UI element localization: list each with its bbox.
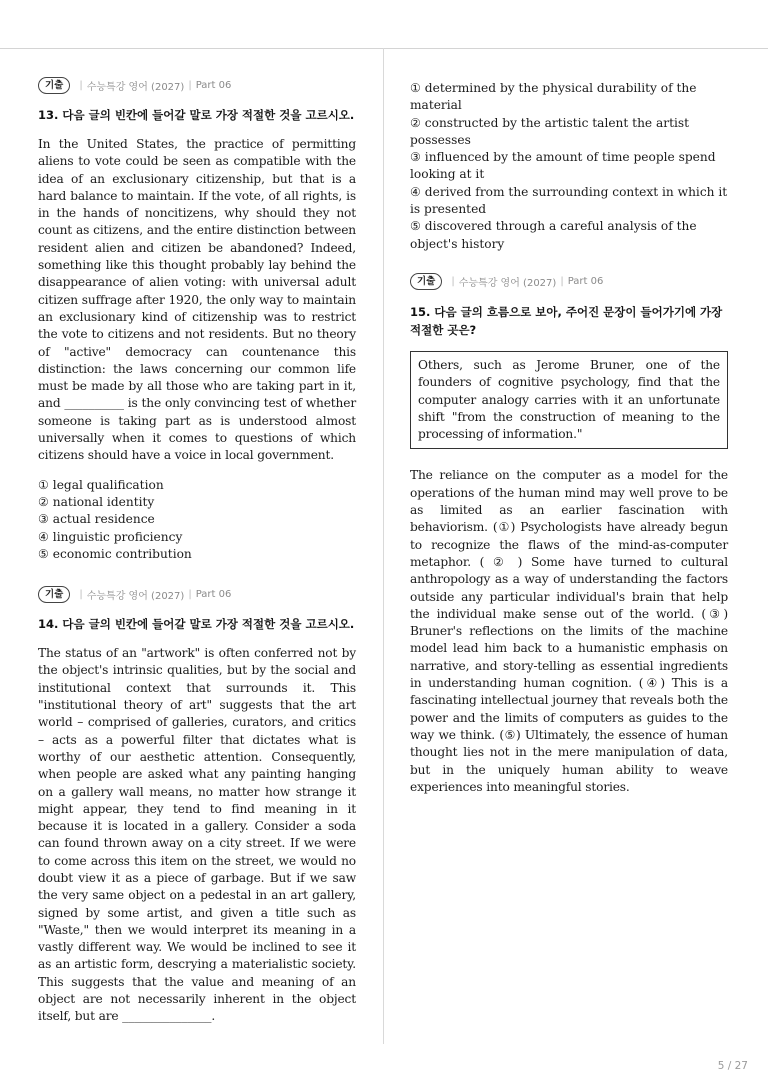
answer-options-q14 — [410, 80, 728, 253]
question-title: 13. 다음 글의 빈칸에 들어갈 말로 가장 적절한 것을 고르시오. — [38, 108, 355, 122]
option-3[interactable]: ③ actual residence — [38, 512, 155, 527]
option-4[interactable]: ④ linguistic proficiency — [38, 529, 183, 544]
option-5[interactable]: ⑤ discovered through a careful analysis of the object's history — [410, 219, 697, 251]
part-label: Part 06 — [195, 79, 232, 91]
passage-text: The reliance on the computer as a model for the operations of the human mind may well prove to be as limited as an earlier fascination with behaviorism. (①) Psychologists have already begun to recognize the flaws of the mind-as-computer metaphor. ( ② ) Some have turned to cultural anthropology as a way of understanding the factors outside any particular individual's brain that help the individual make sense out of the world. (③) Bruner's reflections on the limits of the machine model lead him back to a humanistic emphasis on narrative, and story-telling as essential ingredients in understanding human cognition. (④) This is a fascinating intellectual journey that reveals both the power and the limits of computers as guides to the way we think. (⑤) Ultimately, the essence of human thought lies not in the mere manipulation of data, but in the uniquely human ability to weave experiences into meaningful stories. — [410, 468, 728, 794]
option-4[interactable]: ④ derived from the surrounding context in which it is presented — [410, 184, 728, 217]
past-exam-badge: 기출 — [38, 586, 70, 603]
past-exam-badge: 기출 — [410, 273, 442, 290]
source-label: 수능특강 영어 (2027) — [86, 590, 185, 602]
part-label: Part 06 — [567, 276, 604, 288]
question-15 — [410, 273, 728, 796]
source-label: 수능특강 영어 (2027) — [458, 278, 557, 290]
answer-options — [38, 477, 356, 563]
past-exam-badge: 기출 — [38, 77, 70, 94]
part-label: Part 06 — [195, 588, 232, 600]
question-14 — [38, 585, 356, 1026]
passage-text: The status of an "artwork" is often conferred not by the object's intrinsic qualities, but by the social and institutional context that surrounds it. This "institutional theory of art" suggests that the art world – comprised of galleries, curators, and critics – acts as a powerful filter that dictates what is worthy of our aesthetic attention. Consequently, when people are asked what any painting hanging on a gallery wall means, no matter how strange it might appear, they tend to find meaning in it because it is located in a gallery. Consider a soda can found thrown away on a city street. If we were to come across this item on the street, we would no doubt view it as a piece of garbage. But if we saw the very same object on a pedestal in an art gallery, signed by some artist, and given a title such as "Waste," then we would interpret its meaning in a vastly different way. We would be inclined to see it as an artistic form, descrying a materialistic society. This suggests that the value and meaning of an object are not necessarily inherent in the object itself, but are _______________. — [38, 646, 356, 1024]
question-title: 14. 다음 글의 빈칸에 들어갈 말로 가장 적절한 것을 고르시오. — [38, 617, 355, 632]
question-title: 15. 다음 글의 흐름으로 보아, 주어진 문장이 들어가기에 가장 적절한 곳은? — [410, 304, 723, 337]
right-column — [410, 80, 728, 796]
option-1[interactable]: ① determined by the physical durability of the material — [410, 81, 697, 113]
given-sentence-box: Others, such as Jerome Bruner, one of the founders of cognitive psychology, find that the computer analogy carries with it an unfortunate shift "from the construction of meaning to the processing of information." — [410, 351, 728, 449]
option-2[interactable]: ② national identity — [38, 494, 155, 509]
source-tag: 기출 | 수능특강 영어 (2027) | Part 06 — [38, 76, 356, 94]
option-2[interactable]: ② constructed by the artistic talent the artist possesses — [410, 115, 690, 147]
option-1[interactable]: ① legal qualification — [38, 477, 164, 492]
passage-text: In the United States, the practice of permitting aliens to vote could be seen as compatible with the idea of an exclusionary citizenship, but that is a hard balance to maintain. If the vote, of all rights, is in the hands of noncitizens, why should they not count as citizens, and the entire distinction between resident alien and citizen be abandoned? Indeed, something like this thought probably lay behind the disappearance of alien voting: with universal adult citizen suffrage after 1920, the only way to maintain an exclusionary kind of citizenship was to restrict the vote to citizens and not residents. But no theory of "active" democracy can countenance this distinction: the laws concerning our common life must be made by all those who are taking part in it, and __________ is the only convincing test of whether someone is taking part as is understood almost universally when it comes to questions of which citizens should have a voice in local government. — [38, 137, 356, 463]
page-number: 5 / 27 — [717, 1060, 748, 1072]
left-column — [38, 76, 356, 1026]
source-tag: 기출 | 수능특강 영어 (2027) | Part 06 — [38, 585, 356, 603]
question-13 — [38, 76, 356, 563]
source-label: 수능특강 영어 (2027) — [86, 81, 185, 93]
option-3[interactable]: ③ influenced by the amount of time people spend looking at it — [410, 150, 716, 182]
option-5[interactable]: ⑤ economic contribution — [38, 546, 192, 561]
header-rule — [0, 48, 768, 49]
source-tag: 기출 | 수능특강 영어 (2027) | Part 06 — [410, 273, 728, 291]
column-divider — [383, 48, 384, 1044]
